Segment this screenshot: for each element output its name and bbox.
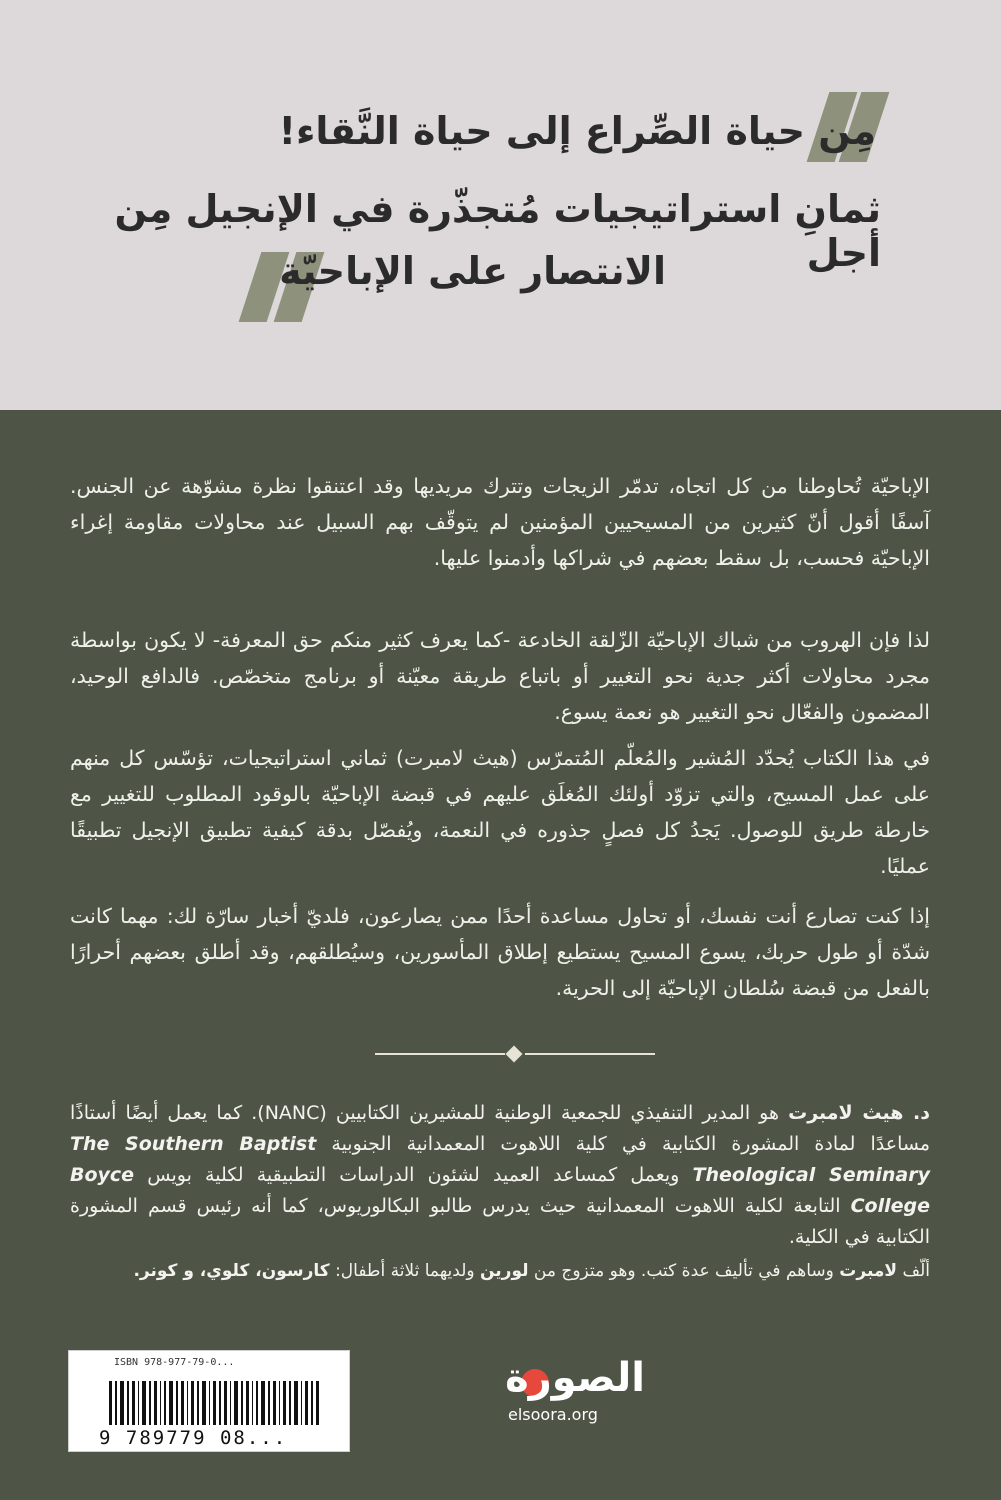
author-name: د. هيث لامبرت xyxy=(788,1102,930,1124)
publisher-url: elsoora.org xyxy=(508,1405,598,1424)
family-author-name: لامبرت xyxy=(839,1261,898,1281)
top-panel xyxy=(0,0,1001,410)
headline-line-2: ثمانِ استراتيجيات مُتجذّرة في الإنجيل مِن أجل xyxy=(114,187,881,275)
publisher-logo-text: الصورة xyxy=(505,1355,645,1401)
isbn-label: ISBN 978-977-79-0... xyxy=(114,1357,235,1368)
headline-line-1: مِن حياة الصِّراع إلى حياة النَّقاء! xyxy=(278,109,876,153)
author-family xyxy=(70,1256,930,1286)
family-text-c: ولديهما ثلاثة أطفال: xyxy=(335,1261,475,1281)
bio-text-c: التابعة لكلية اللاهوت المعمدانية حيث يدرس طالبو البكالوريوس، كما أنه رئيس قسم المشورة الكتابية في الكلية. xyxy=(70,1195,930,1248)
college-name: Boyce College xyxy=(70,1164,930,1217)
body-paragraph-3: في هذا الكتاب يُحدّد المُشير والمُعلّم المُتمرّس (هيث لامبرت) ثماني استراتيجيات، تؤسّس كل منهم على عمل المسيح، والتي تزوّد أولئك المُغلَق عليهم في قبضة الإباحيّة بالوقود المطلوب للتغيير مع خارطة طريق للوصول. يَجدُ كل فصلٍ جذوره في النعمة، ويُفصّل بدقة كيفية تطبيق الإنجيل تطبيقًا عمليًا. xyxy=(70,746,930,878)
isbn-barcode xyxy=(68,1350,350,1452)
body-paragraph-1: الإباحيّة تُحاوطنا من كل اتجاه، تدمّر الزيجات وتترك مريديها وقد اعتنقوا نظرة مشوّهة عن الجنس. آسفًا أقول أنّ كثيرين من المسيحيين المؤمنين لم يتوقّف بهم السبيل عند محاولات مقاومة إغراء الإباحيّة فحسب، بل سقط بعضهم في شراكها وأدمنوا عليها. xyxy=(70,474,930,570)
children-names: كارسون، كلوي، و كونر. xyxy=(133,1261,330,1281)
bio-text-a: هو المدير التنفيذي للجمعية الوطنية للمشيرين الكتابيين (NANC). كما يعمل أيضًا أستاذًا مساعدًا لمادة المشورة الكتابية في كلية اللاهوت المعمدانية الجنوبية xyxy=(70,1102,930,1155)
publisher-logo xyxy=(445,1355,645,1435)
headline-line-3: الانتصار على الإباحيّة xyxy=(279,249,666,293)
seminary-name: The Southern Baptist Theological Seminary xyxy=(70,1133,930,1186)
body-paragraph-4: إذا كنت تصارع أنت نفسك، أو تحاول مساعدة أحدًا ممن يصارعون، فلديّ أخبار سارّة لك: مهما كانت شدّة أو طول حربك، يسوع المسيح يستطيع إطلاق المأسورين، وسيُطلقهم، وقد أطلق بعضهم أحرارًا بالفعل من قبضة سُلطان الإباحيّة إلى الحرية. xyxy=(70,904,930,1000)
family-text-a: ألّف xyxy=(902,1261,930,1281)
author-bio xyxy=(70,1098,930,1253)
isbn-number: 9 789779 08... xyxy=(99,1427,288,1449)
bio-text-b: ويعمل كمساعد العميد لشئون الدراسات التطبيقية لكلية بويس xyxy=(147,1164,680,1186)
ornament-divider xyxy=(375,1048,655,1060)
body-paragraph-2: لذا فإن الهروب من شباك الإباحيّة الزّلقة الخادعة -كما يعرف كثير منكم حق المعرفة- لا يكون بواسطة مجرد محاولات أكثر جدية نحو التغيير أو باتباع طريقة معيّنة أو برنامج متخصّص. فالدافع الوحيد، المضمون والفعّال نحو التغيير هو نعمة يسوع. xyxy=(70,628,930,724)
family-text-b: وساهم في تأليف عدة كتب. وهو متزوج من xyxy=(533,1261,834,1281)
barcode-bars xyxy=(109,1381,329,1425)
wife-name: لورين xyxy=(480,1261,529,1281)
